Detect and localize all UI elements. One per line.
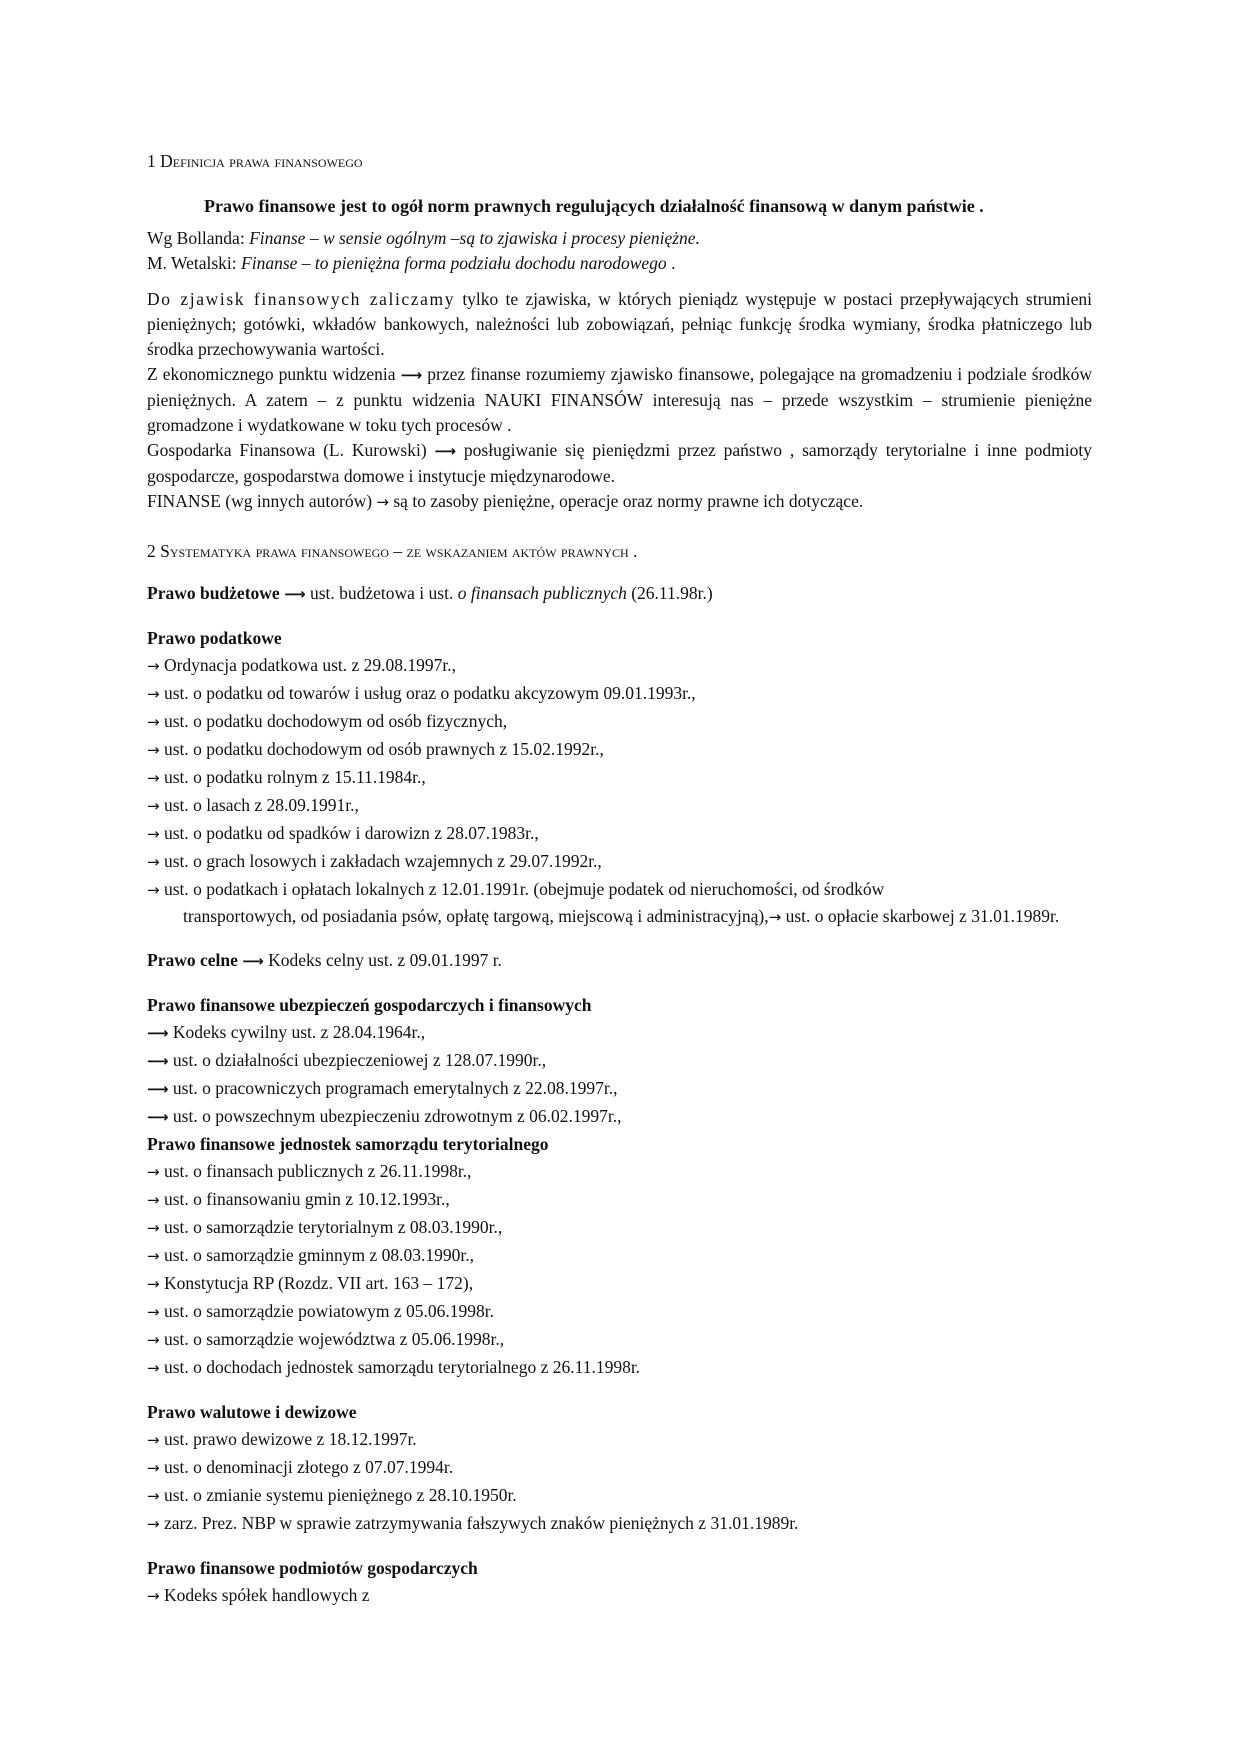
- paragraph-text: są to zasoby pieniężne, operacje oraz normy prawne ich dotyczące.: [389, 490, 864, 511]
- list-item: [147, 1047, 1092, 1075]
- celne-line: [147, 947, 1092, 975]
- list-item: [147, 1426, 1092, 1454]
- definition-bolland: [147, 226, 1092, 251]
- item-text: ust. o podatku od spadków i darowizn z 28.07.1983r.,: [159, 823, 539, 843]
- block-title: Prawo walutowe i dewizowe: [147, 1402, 357, 1422]
- spaced-text: Do zjawisk finansowych zaliczamy: [147, 288, 456, 309]
- item-text: Konstytucja RP (Rozdz. VII art. 163 – 172),: [159, 1273, 474, 1293]
- list-item: [147, 1582, 1092, 1610]
- block-walutowe: [147, 1399, 1092, 1538]
- definitions: [147, 226, 1092, 276]
- paragraph-text: Gospodarka Finansowa (L. Kurowski): [147, 439, 435, 460]
- paragraph-zjawiska: [147, 287, 1092, 362]
- arrow-icon: →: [147, 1247, 160, 1265]
- arrow-icon: →: [147, 769, 160, 787]
- list-item: [147, 1019, 1092, 1047]
- block-title: Prawo budżetowe: [147, 583, 285, 603]
- item-text: ust. o samorządzie województwa z 05.06.1998r.,: [159, 1329, 505, 1349]
- block-title: Prawo finansowe podmiotów gospodarczych: [147, 1558, 478, 1578]
- item-text: zarz. Prez. NBP w sprawie zatrzymywania fałszywych znaków pieniężnych z 31.01.1989r.: [159, 1513, 799, 1533]
- arrow-icon: ⟶: [242, 952, 264, 970]
- document-content: [147, 149, 1092, 1610]
- budzetowe-line: [147, 580, 1092, 608]
- item-text: Ordynacja podatkowa ust. z 29.08.1997r.,: [159, 655, 457, 675]
- paragraph-text: tylko te zjawiska, w których pieniądz występuje w postaci przepływających strumieni pieniężnych; gotówki, wkładów bankowych, należności lub zobowiązań, pełniąc funkcję środka wymiany, środka płatniczego lub środka przechowywania wartości.: [147, 288, 1093, 359]
- arrow-icon: →: [147, 1515, 160, 1533]
- item-text: ust. o podatku dochodowym od osób prawnych z 15.02.1992r.,: [159, 739, 604, 759]
- section-1-body: [147, 287, 1092, 515]
- block-title: Prawo celne: [147, 950, 243, 970]
- list-item: [147, 1298, 1092, 1326]
- arrow-icon: ⟶: [147, 1052, 169, 1070]
- arrow-icon: →: [147, 881, 160, 899]
- block-ubezpieczen: [147, 992, 1092, 1382]
- block-budzetowe: [147, 580, 1092, 608]
- list-item: [147, 1354, 1092, 1382]
- list-item: [147, 1186, 1092, 1214]
- item-text: ust. o powszechnym ubezpieczeniu zdrowotnym z 06.02.1997r.,: [168, 1106, 622, 1126]
- list-item: [147, 708, 1092, 736]
- block-podatkowe: [147, 625, 1092, 930]
- item-text: ust. o opłacie skarbowej z 31.01.1989r.: [781, 906, 1060, 926]
- item-text: ust. o zmianie systemu pieniężnego z 28.10.1950r.: [159, 1485, 517, 1505]
- paragraph-text: FINANSE (wg innych autorów): [147, 490, 377, 511]
- list-item: [147, 764, 1092, 792]
- item-text: (26.11.98r.): [626, 583, 713, 603]
- arrow-icon: →: [147, 1219, 160, 1237]
- item-text: ust. o pracowniczych programach emerytalnych z 22.08.1997r.,: [168, 1078, 618, 1098]
- arrow-icon: →: [147, 1431, 160, 1449]
- arrow-icon: →: [147, 741, 160, 759]
- section-number: 2: [147, 540, 156, 561]
- list-item: [147, 1103, 1092, 1131]
- definition-tail: .: [695, 227, 700, 248]
- arrow-icon: →: [147, 797, 160, 815]
- item-text-italic: o finansach publicznych: [457, 583, 627, 603]
- item-text: ust. o grach losowych i zakładach wzajemnych z 29.07.1992r.,: [159, 851, 602, 871]
- arrow-icon: →: [147, 1191, 160, 1209]
- arrow-icon: →: [768, 908, 782, 926]
- item-text: ust. o podatku rolnym z 15.11.1984r.,: [159, 767, 426, 787]
- arrow-icon: →: [376, 492, 389, 511]
- list-item: [147, 1214, 1092, 1242]
- section-title-tail: .: [628, 540, 638, 561]
- block-title: Prawo podatkowe: [147, 628, 282, 648]
- item-text: ust. o dochodach jednostek samorządu terytorialnego z 26.11.1998r.: [159, 1357, 641, 1377]
- list-item: [147, 1158, 1092, 1186]
- list-item: [147, 1510, 1092, 1538]
- arrow-icon: ⟶: [284, 585, 306, 603]
- definition-tail: .: [666, 252, 676, 273]
- arrow-icon: →: [147, 685, 160, 703]
- arrow-icon: ⟶: [400, 365, 423, 384]
- list-item-long: [147, 876, 1092, 904]
- block-title: Prawo finansowe jednostek samorządu terytorialnego: [147, 1134, 549, 1154]
- arrow-icon: →: [147, 1587, 160, 1605]
- paragraph-text: posługiwanie się pieniędzmi przez państwo , samorządy terytorialne i inne podmioty gospodarcze, gospodarstwa domowe i instytucje międzynarodowe.: [147, 439, 1092, 486]
- arrow-icon: →: [147, 853, 160, 871]
- list-item: [147, 1326, 1092, 1354]
- arrow-icon: ⟶: [147, 1024, 169, 1042]
- section-1-heading: [147, 149, 1092, 174]
- item-text: ust. budżetowa i ust.: [305, 583, 458, 603]
- list-item: [147, 680, 1092, 708]
- block-celne: [147, 947, 1092, 975]
- item-text: ust. o finansowaniu gmin z 10.12.1993r.,: [159, 1189, 450, 1209]
- item-text: ust. o podatkach i opłatach lokalnych z 12.01.1991r. (obejmuje podatek od nieruchomości, od środków: [159, 879, 885, 899]
- paragraph-ekonomiczny: [147, 362, 1092, 438]
- section-2-heading: [147, 539, 1092, 564]
- item-text: ust. o samorządzie powiatowym z 05.06.1998r.: [159, 1301, 494, 1321]
- paragraph-finanse: [147, 489, 1092, 515]
- item-text: ust. o działalności ubezpieczeniowej z 128.07.1990r.,: [168, 1050, 547, 1070]
- paragraph-gospodarka: [147, 438, 1092, 489]
- item-text: ust. prawo dewizowe z 18.12.1997r.: [159, 1429, 417, 1449]
- list-item: [147, 1482, 1092, 1510]
- item-text: transportowych, od posiadania psów, opłatę targową, miejscową i administracyjną),: [183, 906, 769, 926]
- item-text: ust. o denominacji złotego z 07.07.1994r.: [159, 1457, 454, 1477]
- definition-text: Finanse – w sensie ogólnym –są to zjawiska i procesy pieniężne: [249, 227, 696, 248]
- section-number: 1: [147, 151, 156, 171]
- item-text: ust. o finansach publicznych z 26.11.1998r.,: [159, 1161, 472, 1181]
- block-title: Prawo finansowe ubezpieczeń gospodarczych i finansowych: [147, 995, 592, 1015]
- definition-text: Finanse – to pieniężna forma podziału dochodu narodowego: [241, 252, 667, 273]
- arrow-icon: →: [147, 825, 160, 843]
- arrow-icon: ⟶: [434, 441, 457, 460]
- author-name: M. Wetalski:: [147, 252, 242, 273]
- section-title: Systematyka prawa finansowego – ze wskazaniem aktów prawnych: [160, 540, 629, 561]
- list-item: [147, 1242, 1092, 1270]
- arrow-icon: →: [147, 1331, 160, 1349]
- arrow-icon: →: [147, 1275, 160, 1293]
- paragraph-text: Z ekonomicznego punktu widzenia: [147, 363, 401, 384]
- list-item: [147, 820, 1092, 848]
- definition-wetalski: [147, 251, 1092, 276]
- author-name: Wg Bollanda:: [147, 227, 250, 248]
- list-item: [147, 736, 1092, 764]
- paragraph-text: przez finanse rozumiemy zjawisko finansowe, polegające na gromadzeniu i podziale środków pieniężnych. A zatem – z punktu widzenia NAUKI FINANSÓW interesują nas – przede wszystkim – strumienie pieniężne gromadzone i wydatkowane w toku tych procesów .: [147, 363, 1093, 435]
- list-item: [147, 1075, 1092, 1103]
- arrow-icon: →: [147, 713, 160, 731]
- list-item: [147, 1454, 1092, 1482]
- section-title: Definicja prawa finansowego: [160, 151, 363, 171]
- arrow-icon: →: [147, 1359, 160, 1377]
- list-item: [147, 1270, 1092, 1298]
- arrow-icon: →: [147, 1303, 160, 1321]
- arrow-icon: →: [147, 1459, 160, 1477]
- arrow-icon: →: [147, 1487, 160, 1505]
- item-text: ust. o podatku od towarów i usług oraz o podatku akcyzowym 09.01.1993r.,: [159, 683, 696, 703]
- item-text: ust. o samorządzie gminnym z 08.03.1990r.,: [159, 1245, 475, 1265]
- arrow-icon: ⟶: [147, 1080, 169, 1098]
- list-item: [147, 848, 1092, 876]
- item-text: ust. o lasach z 28.09.1991r.,: [159, 795, 359, 815]
- list-item-continuation: [183, 904, 1092, 930]
- item-text: ust. o podatku dochodowym od osób fizycznych,: [159, 711, 508, 731]
- item-text: Kodeks spółek handlowych z: [159, 1585, 370, 1605]
- block-podmiotow: [147, 1555, 1092, 1610]
- arrow-icon: →: [147, 657, 160, 675]
- list-item: [147, 792, 1092, 820]
- item-text: Kodeks celny ust. z 09.01.1997 r.: [263, 950, 502, 970]
- arrow-icon: ⟶: [147, 1108, 169, 1126]
- definition-lead: Prawo finansowe jest to ogół norm prawnych regulujących działalność finansową w danym państwie .: [204, 195, 984, 216]
- arrow-icon: →: [147, 1163, 160, 1181]
- item-text: Kodeks cywilny ust. z 28.04.1964r.,: [168, 1022, 426, 1042]
- list-item: [147, 652, 1092, 680]
- item-text: ust. o samorządzie terytorialnym z 08.03.1990r.,: [159, 1217, 503, 1237]
